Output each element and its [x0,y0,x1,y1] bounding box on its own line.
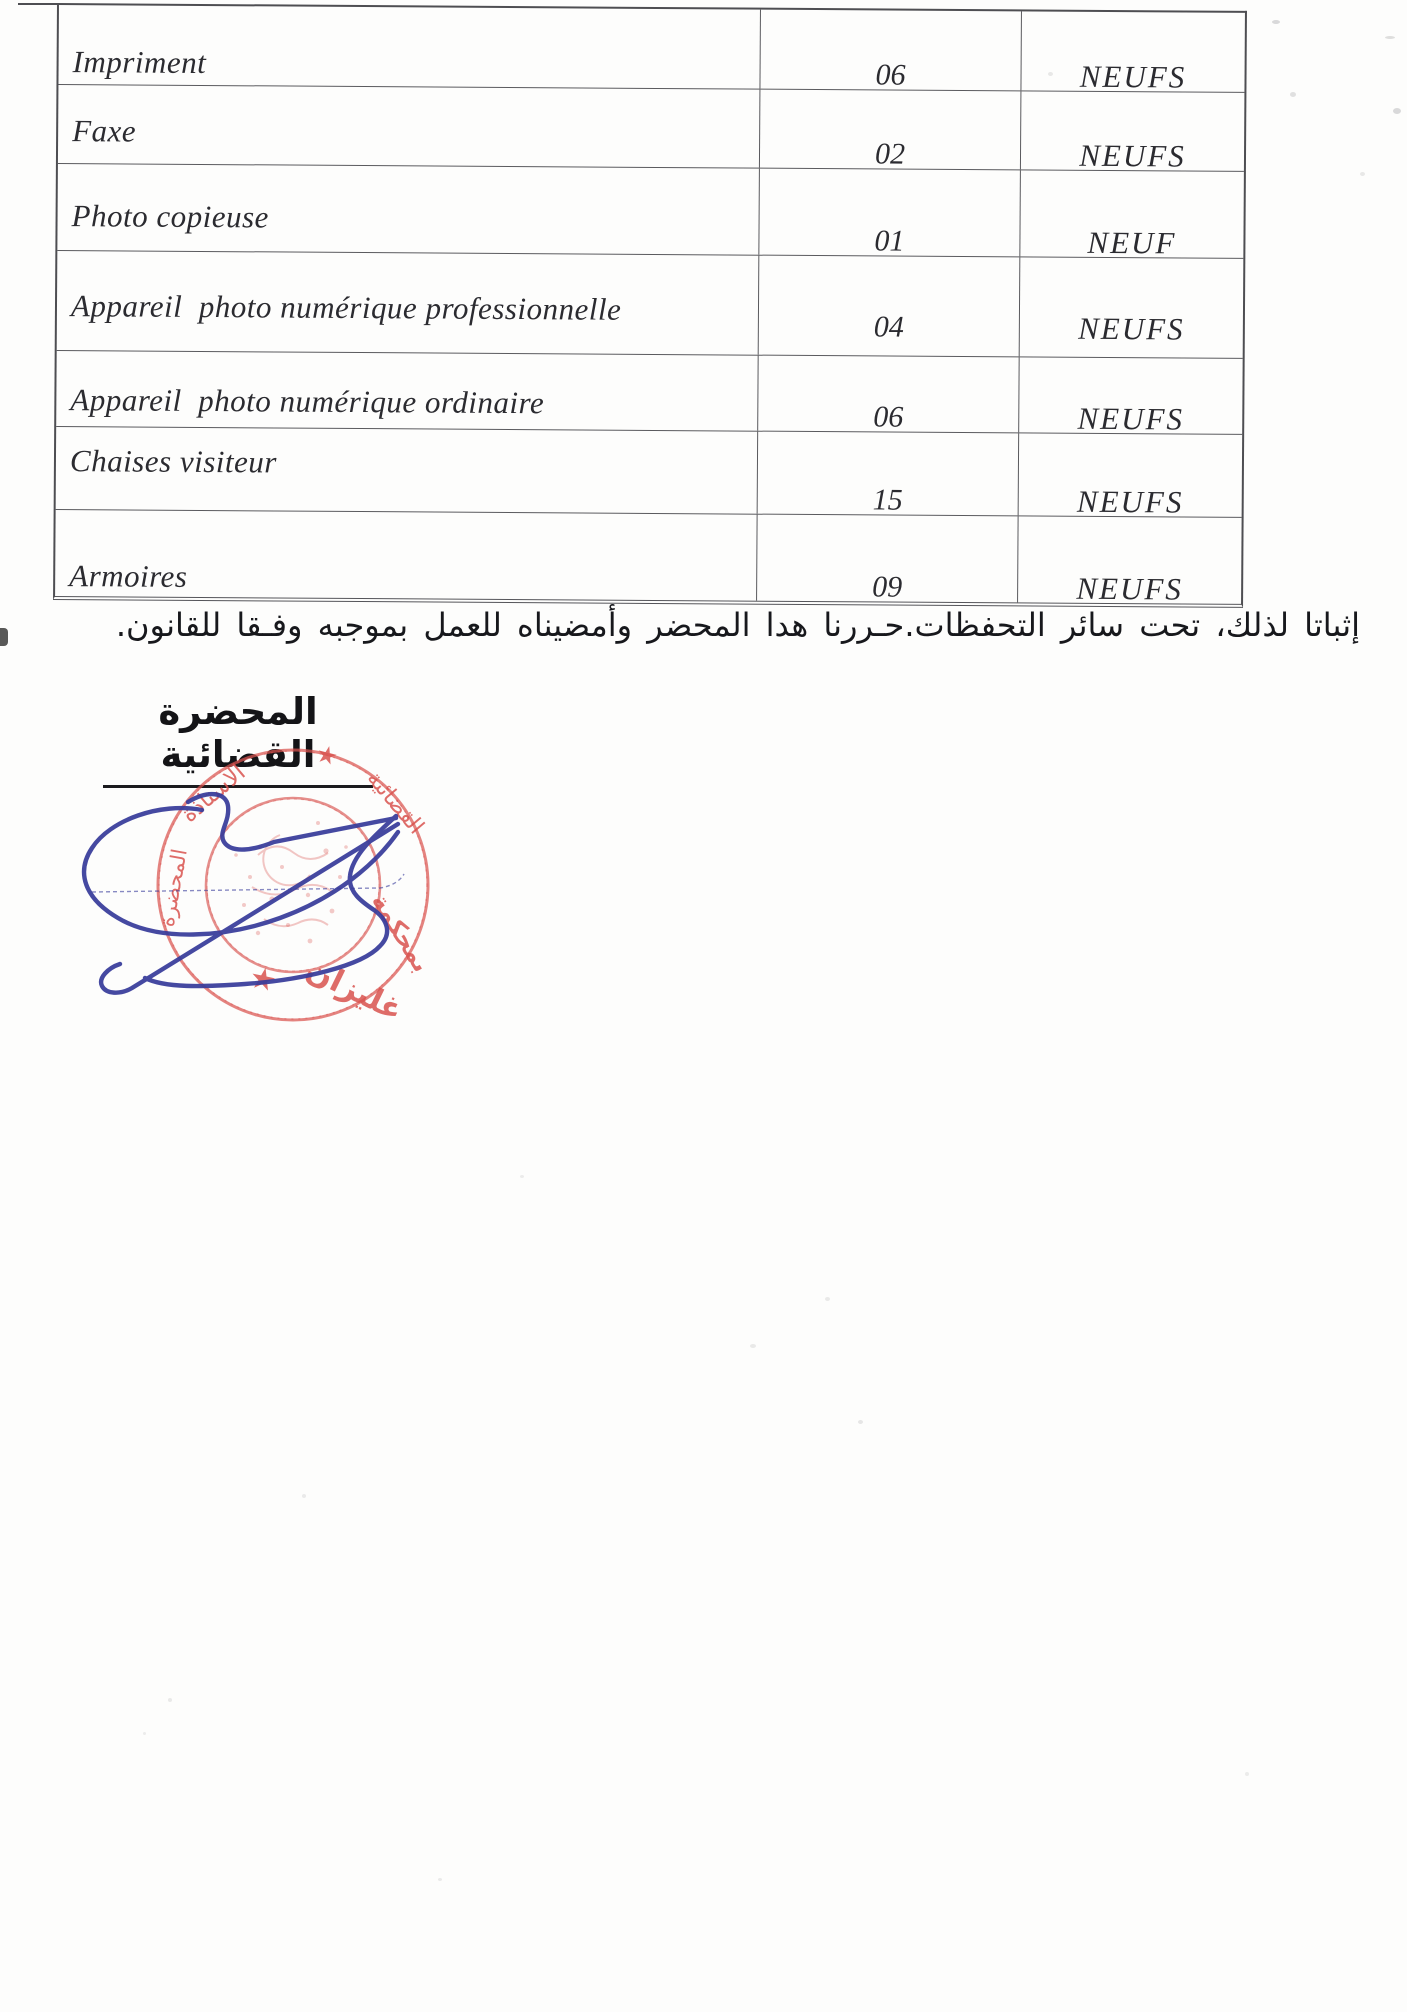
item-quantity: 01 [758,169,1020,257]
item-condition: NEUFS [1020,11,1245,91]
scan-speck [1393,108,1401,114]
item-condition: NEUFS [1018,433,1243,516]
item-condition: NEUFS [1019,257,1244,357]
item-condition: NEUFS [1017,516,1242,603]
item-quantity: 06 [757,356,1018,433]
scan-speck [1385,36,1395,39]
item-name: Impriment [72,44,207,80]
scan-edge-mark [0,628,8,646]
scan-speck [858,1420,863,1424]
stamp-star-bottom-icon: ★ [246,959,280,1000]
item-quantity: 04 [758,256,1020,357]
table-top-border-extension [18,3,60,5]
table-row [58,5,1244,95]
stamp-arc-bottom-word2: غليزان [300,951,409,1029]
stamp-arc-right-text: القضائية [361,766,429,840]
closing-statement-arabic: إثباتا لذلك، تحت سائر التحفظات.حـررنا هدا المحضر وأمضيناه للعمل بموجبه وفـقا للقانون. [115,606,1360,644]
item-quantity: 15 [757,432,1019,516]
table-row [57,250,1244,358]
scan-speck [520,1175,524,1178]
scan-speck [1245,1772,1249,1776]
item-quantity: 06 [759,10,1021,91]
item-name: Appareil photo numérique ordinaire [70,382,545,421]
scan-speck [750,1344,756,1348]
table-row [57,163,1244,258]
item-quantity: 02 [759,90,1021,170]
table-row [55,509,1242,607]
handwritten-signature [40,780,440,1010]
scan-speck [1048,72,1053,76]
table-row [58,84,1244,174]
scan-speck [143,1732,146,1735]
table-row [56,350,1242,437]
item-name: Photo copieuse [71,198,269,235]
item-name: Faxe [72,113,137,149]
scan-speck [438,1878,442,1881]
item-name: Appareil photo numérique professionnelle [70,288,622,327]
scan-speck [302,1494,306,1498]
inventory-table [53,3,1247,608]
scan-speck [1360,172,1365,176]
item-condition: NEUFS [1018,357,1242,433]
stamp-arc-top-text: الاستاذة [176,759,251,828]
item-name: Chaises visiteur [69,443,277,480]
item-quantity: 09 [756,515,1018,603]
signatory-title-arabic: المحضرة القضائية [103,690,373,788]
scan-speck [1290,92,1296,97]
item-condition: NEUF [1019,170,1244,257]
stamp-arc-bottom-word1: بمحكمة [365,888,436,978]
scan-speck [825,1297,830,1301]
scan-speck [168,1698,172,1702]
stamp-arc-left-text: المحضرة [154,846,192,929]
item-condition: NEUFS [1020,91,1245,170]
item-name: Armoires [69,558,188,594]
table-row [56,426,1243,520]
scan-speck [1272,20,1280,24]
stamp-star-top-icon: ★ [313,739,341,772]
